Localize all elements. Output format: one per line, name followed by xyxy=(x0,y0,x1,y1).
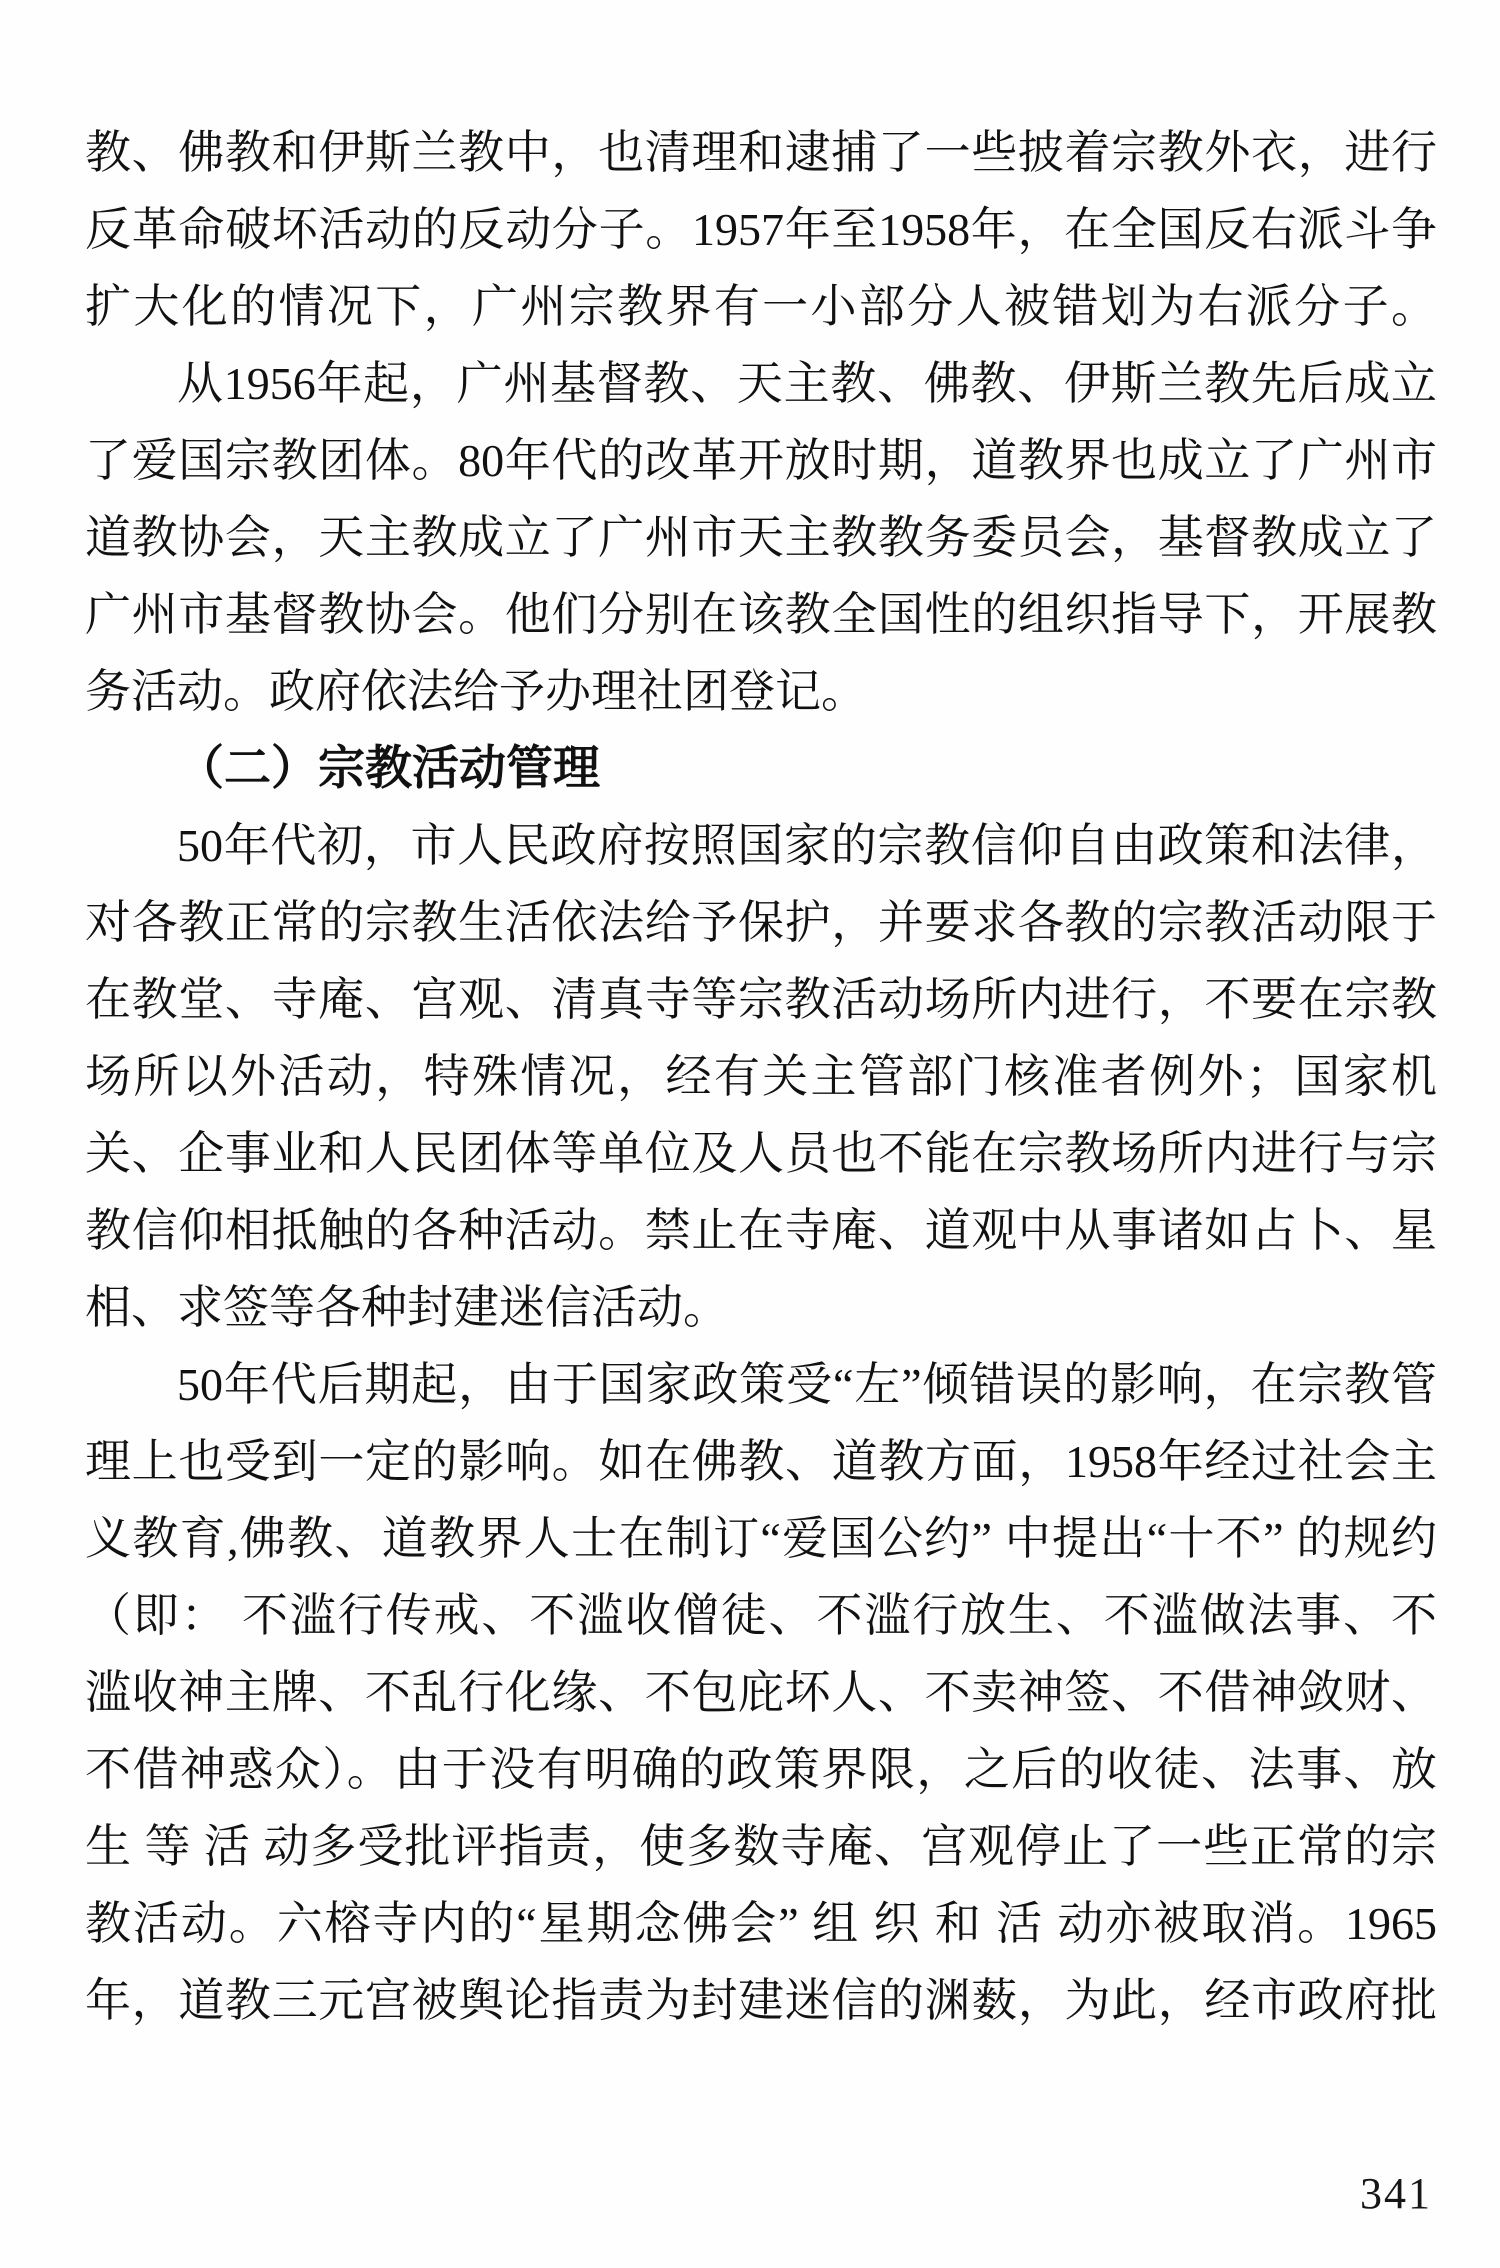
text-line: 教信仰相抵触的各种活动。禁止在寺庵、道观中从事诸如占卜、星 xyxy=(85,1205,1437,1256)
text-line: 务活动。政府依法给予办理社团登记。 xyxy=(85,666,867,717)
text-line: 50年代初，市人民政府按照国家的宗教信仰自由政策和法律， xyxy=(177,820,1437,871)
text-line: 义教育,佛教、道教界人士在制订“爱国公约” 中提出“十不” 的规约 xyxy=(85,1513,1437,1564)
text-line: 广州市基督教协会。他们分别在该教全国性的组织指导下，开展教 xyxy=(85,589,1437,640)
text-line: 关、企事业和人民团体等单位及人员也不能在宗教场所内进行与宗 xyxy=(85,1128,1437,1179)
text-line: 年，道教三元宫被舆论指责为封建迷信的渊薮，为此，经市政府批 xyxy=(85,1975,1437,2026)
text-line: 滥收神主牌、不乱行化缘、不包庇坏人、不卖神签、不借神敛财、 xyxy=(85,1667,1437,1718)
text-line: 相、求签等各种封建迷信活动。 xyxy=(85,1282,729,1333)
text-line: 生 等 活 动多受批评指责，使多数寺庵、宫观停止了一些正常的宗 xyxy=(85,1821,1437,1872)
text-line: 教活动。六榕寺内的“星期念佛会” 组 织 和 活 动亦被取消。1965 xyxy=(85,1898,1437,1949)
text-line: 不借神惑众）。由于没有明确的政策界限，之后的收徒、法事、放 xyxy=(85,1744,1437,1795)
text-line: 教、佛教和伊斯兰教中，也清理和逮捕了一些披着宗教外衣，进行 xyxy=(85,127,1437,178)
text-line: 理上也受到一定的影响。如在佛教、道教方面，1958年经过社会主 xyxy=(85,1436,1437,1487)
text-line: 从1956年起，广州基督教、天主教、佛教、伊斯兰教先后成立 xyxy=(177,358,1437,409)
text-line: 反革命破坏活动的反动分子。1957年至1958年，在全国反右派斗争 xyxy=(85,204,1437,255)
text-block xyxy=(85,114,1437,2039)
text-line: （即： 不滥行传戒、不滥收僧徒、不滥行放生、不滥做法事、不 xyxy=(85,1590,1437,1641)
text-line: 场所以外活动，特殊情况，经有关主管部门核准者例外；国家机 xyxy=(85,1051,1437,1102)
text-line: 了爱国宗教团体。80年代的改革开放时期，道教界也成立了广州市 xyxy=(85,435,1437,486)
section-heading: （二）宗教活动管理 xyxy=(177,741,600,796)
page-number: 341 xyxy=(1360,2169,1432,2218)
text-line: 扩大化的情况下，广州宗教界有一小部分人被错划为右派分子。 xyxy=(85,281,1437,332)
text-line: 道教协会，天主教成立了广州市天主教教务委员会，基督教成立了 xyxy=(85,512,1437,563)
text-line: 在教堂、寺庵、宫观、清真寺等宗教活动场所内进行，不要在宗教 xyxy=(85,974,1437,1025)
text-line: 50年代后期起，由于国家政策受“左”倾错误的影响，在宗教管 xyxy=(177,1359,1437,1410)
text-line: 对各教正常的宗教生活依法给予保护，并要求各教的宗教活动限于 xyxy=(85,897,1437,948)
